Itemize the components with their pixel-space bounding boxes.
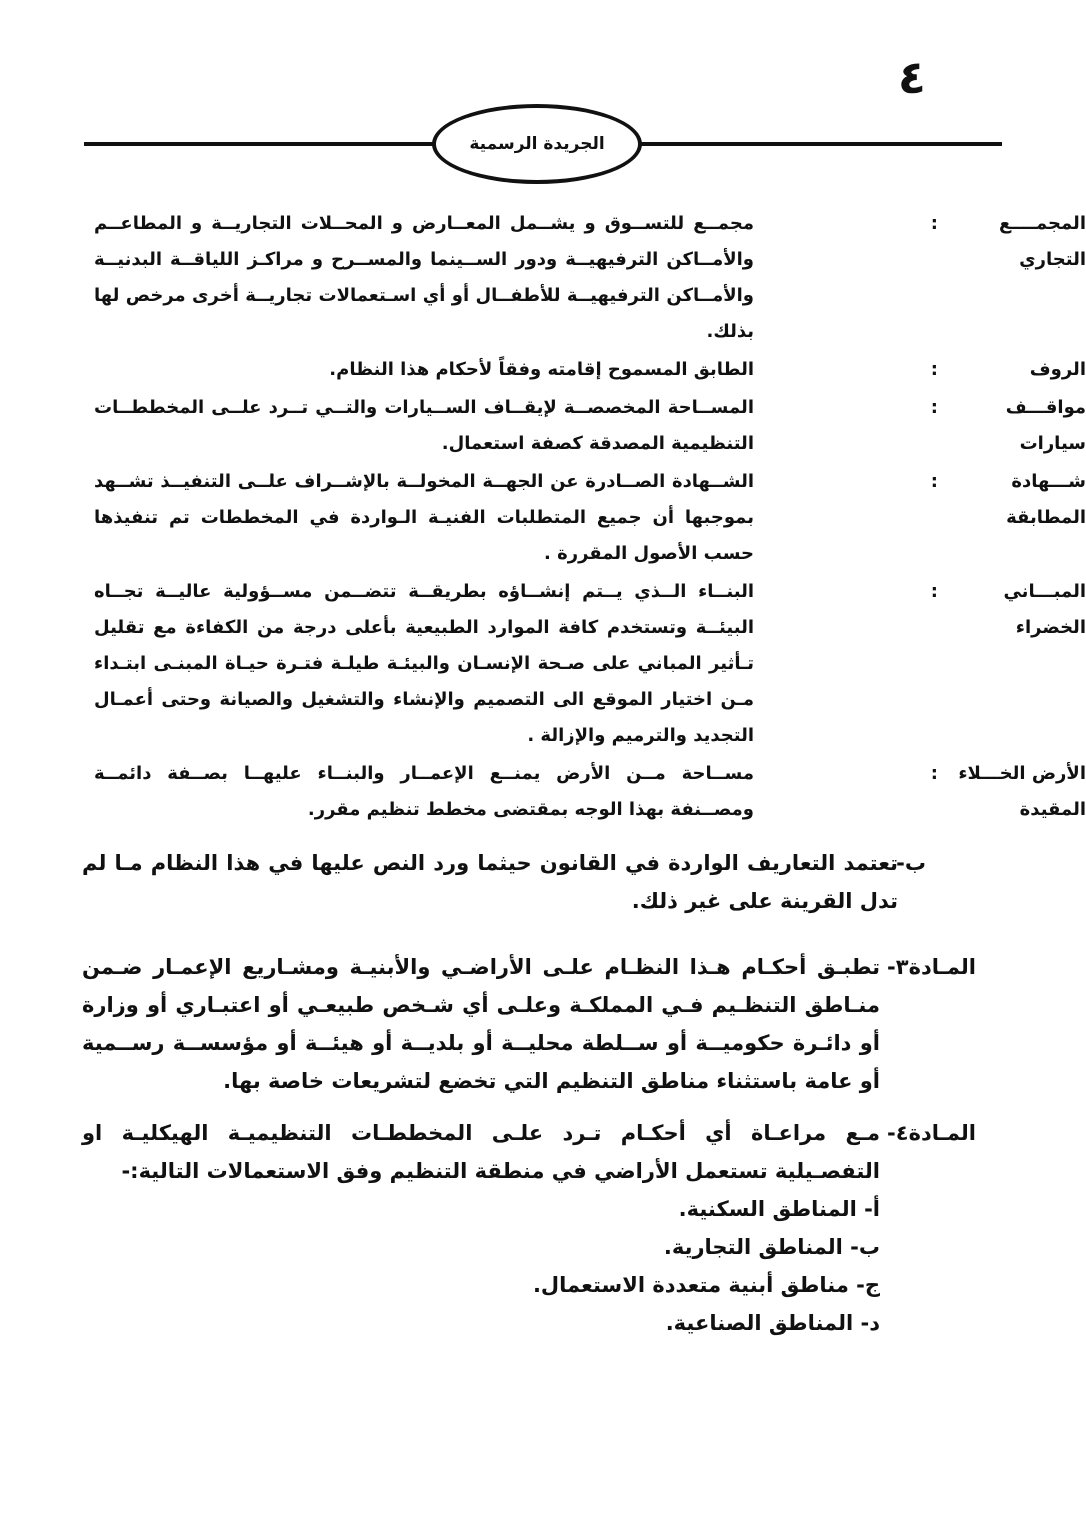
definition-restricted-open-land [94,756,1086,828]
list-item: أ- المناطق السكنية. [678,1197,880,1221]
definition-colon: : [930,213,938,234]
definition-colon: : [930,359,938,380]
article-4-text: مـع مراعـاة أي أحكـام تـرد علـى المخططـات التنظيميـة الهيكليـة او التفصـيلية تستعمل الأراضي في منطقة التنظيم وفق الاستعمالات التالية:- [82,1121,880,1183]
gazette-title: الجريدة الرسمية [469,134,605,154]
definition-term: مواقـــف سيارات [1005,397,1086,454]
article-3-text: تطبـق أحكـام هـذا النظـام علـى الأراضـي والأبنيـة ومشـاريع الإعمـار ضـمن منـاطق التنظـيم فـي المملكـة وعلـى أي شـخص طبيعـي أو اعتبـاري أو وزارة أو دائـرة حكوميــة أو ســلطة محليــة أو بلديــة أو هيئــة أو مؤسســة رســمية أو عامة باستثناء مناطق التنظيم التي تخضع لتشريعات خاصة بها. [82,955,880,1093]
definition-term: الأرض الخـــلاء المقيدة [958,763,1086,820]
definition-term: الروف [1029,359,1086,380]
definition-term: شـــهادة المطابقة [1006,471,1086,528]
definition-colon: : [930,581,938,602]
header-rule-left [84,142,436,146]
definition-text: المســاحة المخصصــة لإيقــاف الســيارات والتــي تــرد علــى المخططــات التنظيمية المصدقة كصفة استعمال. [94,397,754,454]
definition-roof [94,352,1086,388]
article-4 [82,1114,976,1342]
land-use-list [82,1190,880,1342]
clause-b-label: ب- [896,851,926,875]
article-4-label: المـادة٤- [887,1121,976,1145]
list-item: ب- المناطق التجارية. [663,1235,880,1259]
definition-parking [94,390,1086,462]
definition-term: المجمــــع التجاري [999,213,1086,270]
definition-text: الشــهادة الصــادرة عن الجهــة المخولــة بالإشــراف علــى التنفيــذ تشــهد بموجبها أن جميع المتطلبات الفنيـة الـواردة في المخططات تم تنفيذها حسب الأصول المقررة . [94,471,754,564]
definition-text: مســاحة مــن الأرض يمنــع الإعمــار والبنــاء عليهــا بصــفة دائمــة ومصــنفة بهذا الوجه بمقتضى مخطط تنظيم مقرر. [94,763,754,820]
definition-colon: : [930,763,938,784]
article-3-label: المـادة٣- [887,955,976,979]
header-rule-right [638,142,1002,146]
definition-text: الطابق المسموح إقامته وفقاً لأحكام هذا النظام. [329,359,754,380]
article-3 [82,948,976,1100]
definition-green-buildings [94,574,1086,754]
definition-term: المبـــاني الخضراء [1003,581,1086,638]
definition-colon: : [930,397,938,418]
definition-colon: : [930,471,938,492]
clause-b [82,844,926,920]
definitions-list [94,206,1086,830]
definition-conformity-certificate [94,464,1086,572]
definition-text: البنــاء الــذي يــتم إنشــاؤه بطريقــة تتضــمن مســؤولية عاليــة تجــاه البيئــة وتستخدم كافة الموارد الطبيعية بأعلى درجة من الكفاءة مع تقليل تـأثير المباني على صـحة الإنسـان والبيئـة طيلـة فتـرة حيـاة المبنـى ابتـداء مـن اختيار الموقع الى التصميم والإنشاء والتشغيل والصيانة وحتى أعمـال التجديد والترميم والإزالة . [94,581,754,746]
gazette-title-oval [432,104,642,184]
clause-b-text: تعتمد التعاريف الواردة في القانون حيثما ورد النص عليها في هذا النظام مـا لم تدل القرينة على غير ذلك. [82,851,898,913]
page-number: ٤ [897,50,926,104]
list-item: ج- مناطق أبنية متعددة الاستعمال. [532,1273,880,1297]
definition-text: مجمــع للتســوق و يشــمل المعــارض و المحــلات التجاريــة و المطاعــم والأمــاكن الترفيهيــة ودور الســينما والمســرح و مراكـز اللياقــة البدنيــة والأمــاكن الترفيهيــة للأطفــال أو أي اسـتعمالات تجاريــة أخرى مرخص لها بذلك. [94,213,754,342]
definition-commercial-complex [94,206,1086,350]
list-item: د- المناطق الصناعية. [665,1311,880,1335]
